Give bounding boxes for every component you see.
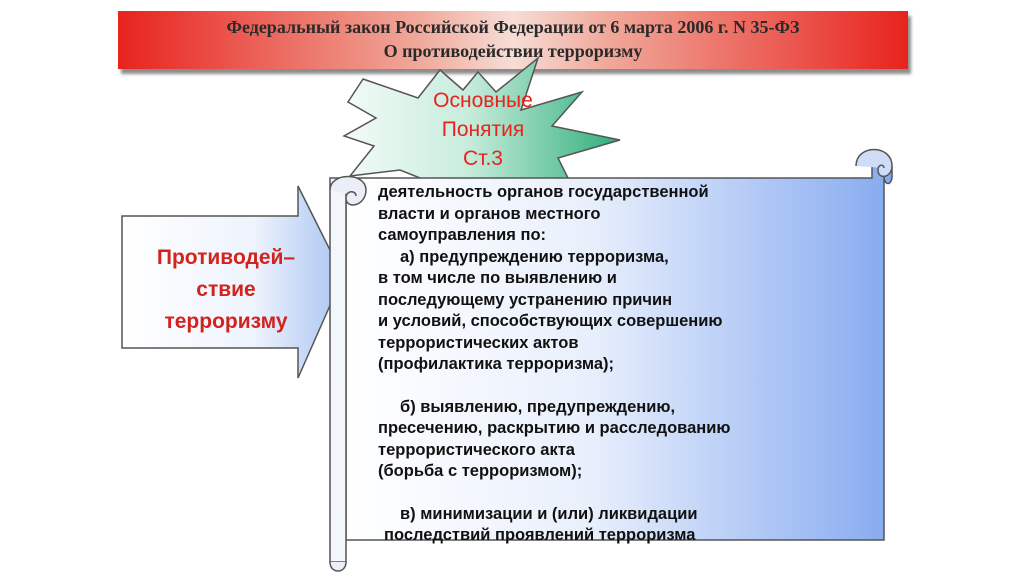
star-line: Ст.3	[463, 147, 503, 170]
text-line: в) минимизации и (или) ликвидации	[400, 504, 698, 523]
text-line: (профилактика терроризма);	[378, 355, 615, 373]
text-line: пресечению, раскрытию и расследованию	[378, 419, 731, 437]
definition-text	[378, 182, 878, 547]
text-line: власти и органов местного	[378, 204, 601, 223]
text-line: б) выявлению, предупреждению,	[400, 397, 676, 416]
law-subtitle: О противодействии терроризму	[383, 41, 643, 61]
counter-terrorism-label	[128, 242, 324, 338]
text-line: последующему устранению причин	[378, 290, 673, 309]
text-line: и условий, способствующих совершению	[378, 312, 723, 330]
law-title: Федеральный закон Российской Федерации от 6 марта 2006 г. N 35-ФЗ	[226, 17, 800, 37]
text-line: деятельность органов государственной	[378, 183, 709, 201]
star-line: Понятия	[441, 118, 525, 141]
text-line: террористического акта	[378, 440, 575, 459]
arrow-line: терроризму	[164, 310, 288, 333]
text-line: в том числе по выявлению и	[378, 269, 617, 287]
arrow-line: ствие	[196, 278, 256, 301]
basic-concepts-label	[398, 86, 568, 173]
text-line: (борьба с терроризмом);	[378, 462, 583, 480]
arrow-line: Противодей–	[156, 246, 296, 269]
text-line: самоуправления по:	[378, 226, 547, 244]
star-line: Основные	[433, 89, 533, 112]
text-line: а) предупреждению терроризма,	[400, 247, 669, 266]
text-line: террористических актов	[378, 333, 579, 352]
text-line: последствий проявлений терроризма	[384, 526, 696, 544]
